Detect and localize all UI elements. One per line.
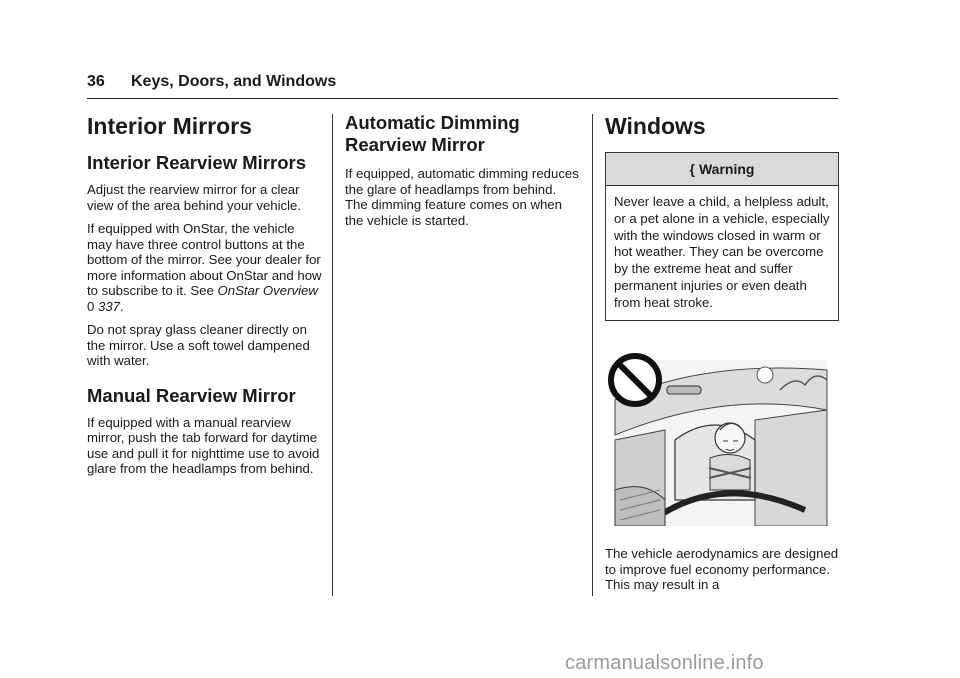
paragraph-aerodynamics: The vehicle aerodynamics are designed to improve fuel economy performance. This may result in a [605,546,839,592]
heading-interior-rearview-mirrors: Interior Rearview Mirrors [87,152,306,173]
warning-box [605,152,839,321]
heading-automatic-dimming: Automatic Dimming Rearview Mirror [345,112,520,155]
paragraph-adjust-mirror: Adjust the rearview mirror for a clear view of the area behind your vehicle. [87,182,302,213]
column-divider-1 [332,114,333,596]
warning-icon: { [689,161,695,177]
heading-windows: Windows [605,113,706,139]
paragraph-manual-mirror: If equipped with a manual rearview mirror, push the tab forward for daytime use and pull it for nighttime use to avoid glare from the headlamps from behind. [87,414,320,476]
warning-header [606,153,838,186]
page-header [87,72,838,99]
link-onstar-overview[interactable]: OnStar Overview [217,283,318,298]
watermark: carmanualsonline.info [565,652,764,674]
section-title: Keys, Doors, and Windows [131,73,337,90]
paragraph-auto-dimming: If equipped, automatic dimming reduces the glare of headlamps from behind. The dimming feature comes on when the vehicle is started. [345,166,579,228]
page-ref-icon: 0 [87,298,95,314]
page-number: 36 [87,73,105,90]
column-3-footer [605,546,839,601]
warning-label: Warning [698,161,755,177]
paragraph-onstar: If equipped with OnStar, the vehicle may have three control buttons at the bottom of the mirror. See your dealer for more information about OnStar and how to subscribe to it. See OnStar Overview 0 337. [87,221,322,314]
column-1 [87,112,323,485]
child-in-car-illustration [605,350,829,526]
heading-manual-rearview-mirror: Manual Rearview Mirror [87,384,296,406]
column-divider-2 [592,114,593,596]
warning-text: Never leave a child, a helpless adult, or a pet alone in a vehicle, especially with the windows closed in warm or hot weather. They can be overcome by the extreme heat and suffer permanent injuries or even death from heat stroke. [614,194,830,310]
heading-interior-mirrors: Interior Mirrors [87,113,252,139]
paragraph-glass-cleaner: Do not spray glass cleaner directly on the mirror. Use a soft towel dampened with water. [87,322,310,368]
column-2 [345,112,581,236]
column-3 [605,112,839,321]
page-ref-number[interactable]: 337 [98,298,121,314]
